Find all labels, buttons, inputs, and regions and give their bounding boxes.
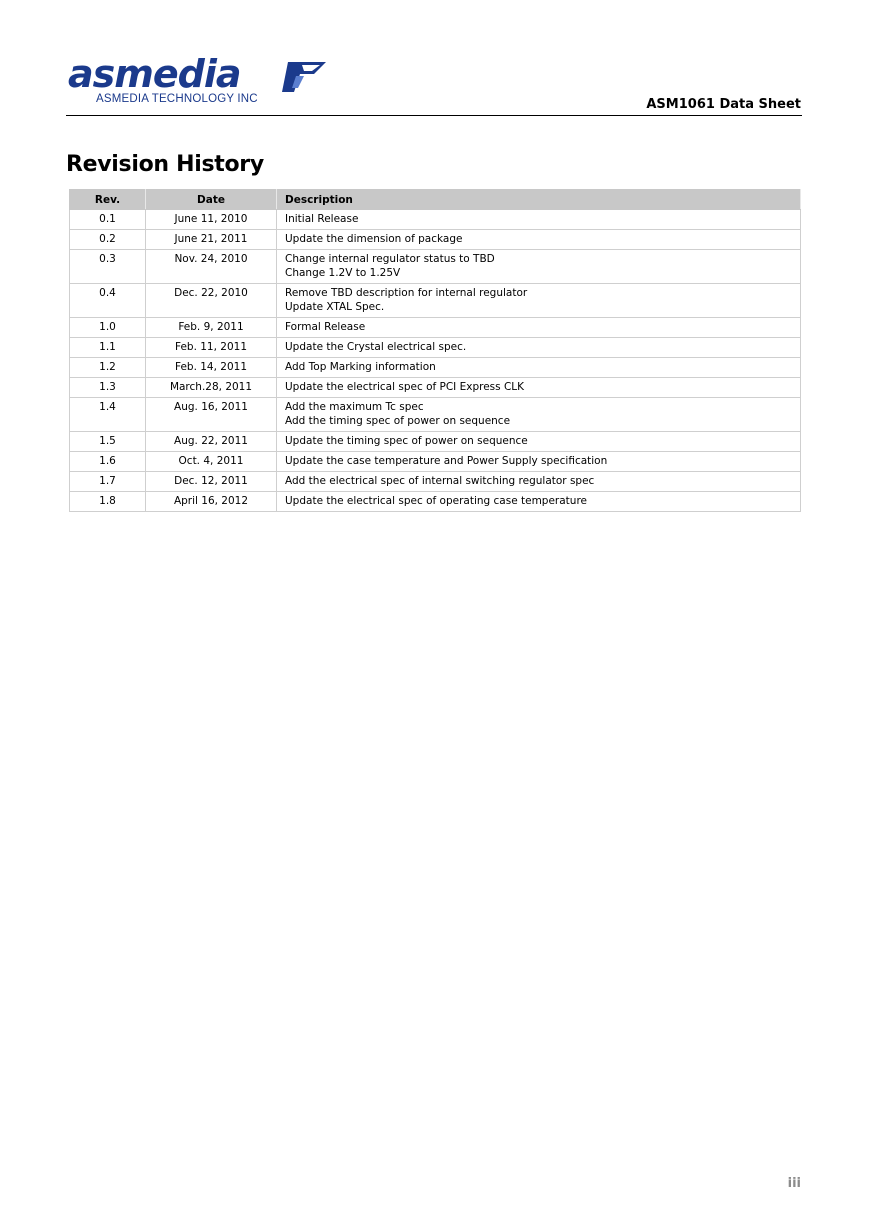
rev-cell: 1.5	[70, 432, 146, 452]
description-line: Update the Crystal electrical spec.	[285, 341, 467, 353]
date-cell: Feb. 14, 2011	[146, 358, 277, 378]
date-cell: Dec. 22, 2010	[146, 284, 277, 318]
table-row	[70, 250, 801, 284]
table-row	[70, 472, 801, 492]
description-cell	[277, 358, 801, 378]
column-header-rev: Rev.	[70, 190, 146, 210]
table-header-row	[70, 190, 801, 210]
description-cell	[277, 398, 801, 432]
rev-cell: 1.6	[70, 452, 146, 472]
description-line: Add the maximum Tc spec	[285, 401, 424, 413]
date-cell: April 16, 2012	[146, 492, 277, 512]
description-line: Add Top Marking information	[285, 361, 436, 373]
revision-history-table	[69, 189, 801, 512]
description-line: Update the timing spec of power on sequence	[285, 435, 528, 447]
rev-cell: 1.7	[70, 472, 146, 492]
description-line: Update the electrical spec of PCI Express CLK	[285, 381, 525, 393]
description-cell	[277, 250, 801, 284]
description-line: Add the timing spec of power on sequence	[285, 415, 511, 427]
description-line: Initial Release	[285, 213, 359, 225]
rev-cell: 1.2	[70, 358, 146, 378]
rev-cell: 0.4	[70, 284, 146, 318]
asmedia-logo	[68, 52, 328, 108]
description-line: Change internal regulator status to TBD	[285, 253, 495, 265]
date-cell: Dec. 12, 2011	[146, 472, 277, 492]
description-line: Update XTAL Spec.	[285, 301, 385, 313]
description-cell	[277, 378, 801, 398]
date-cell: March.28, 2011	[146, 378, 277, 398]
rev-cell: 0.2	[70, 230, 146, 250]
date-cell: Oct. 4, 2011	[146, 452, 277, 472]
table-row	[70, 432, 801, 452]
rev-cell: 1.3	[70, 378, 146, 398]
description-cell	[277, 452, 801, 472]
header-divider	[66, 115, 802, 116]
table-row	[70, 378, 801, 398]
column-header-description: Description	[277, 190, 801, 210]
date-cell: Aug. 22, 2011	[146, 432, 277, 452]
table-row	[70, 358, 801, 378]
description-line: Formal Release	[285, 321, 366, 333]
description-cell	[277, 492, 801, 512]
table-row	[70, 492, 801, 512]
rev-cell: 0.1	[70, 210, 146, 230]
date-cell: Feb. 9, 2011	[146, 318, 277, 338]
date-cell: June 21, 2011	[146, 230, 277, 250]
rev-cell: 0.3	[70, 250, 146, 284]
date-cell: Aug. 16, 2011	[146, 398, 277, 432]
description-line: Remove TBD description for internal regulator	[285, 287, 528, 299]
description-cell	[277, 472, 801, 492]
description-line: Add the electrical spec of internal switching regulator spec	[285, 475, 595, 487]
table-row	[70, 318, 801, 338]
document-title: ASM1061 Data Sheet	[646, 97, 801, 112]
description-cell	[277, 432, 801, 452]
page-number: iii	[787, 1176, 801, 1191]
logo-subtitle: ASMEDIA TECHNOLOGY INC	[96, 93, 258, 105]
description-cell	[277, 338, 801, 358]
table-row	[70, 452, 801, 472]
logo-wordmark: asmedia	[68, 52, 241, 96]
table-row	[70, 210, 801, 230]
rev-cell: 1.0	[70, 318, 146, 338]
description-line: Update the electrical spec of operating case temperature	[285, 495, 587, 507]
description-line: Update the dimension of package	[285, 233, 463, 245]
logo-swoosh-icon	[280, 60, 326, 94]
description-line: Change 1.2V to 1.25V	[285, 267, 401, 279]
description-line: Update the case temperature and Power Supply specification	[285, 455, 608, 467]
rev-cell: 1.4	[70, 398, 146, 432]
column-header-date: Date	[146, 190, 277, 210]
page-title: Revision History	[66, 152, 264, 177]
description-cell	[277, 210, 801, 230]
table-row	[70, 284, 801, 318]
description-cell	[277, 318, 801, 338]
date-cell: Feb. 11, 2011	[146, 338, 277, 358]
rev-cell: 1.8	[70, 492, 146, 512]
table-row	[70, 338, 801, 358]
rev-cell: 1.1	[70, 338, 146, 358]
description-cell	[277, 284, 801, 318]
table-row	[70, 398, 801, 432]
table-row	[70, 230, 801, 250]
description-cell	[277, 230, 801, 250]
date-cell: June 11, 2010	[146, 210, 277, 230]
date-cell: Nov. 24, 2010	[146, 250, 277, 284]
